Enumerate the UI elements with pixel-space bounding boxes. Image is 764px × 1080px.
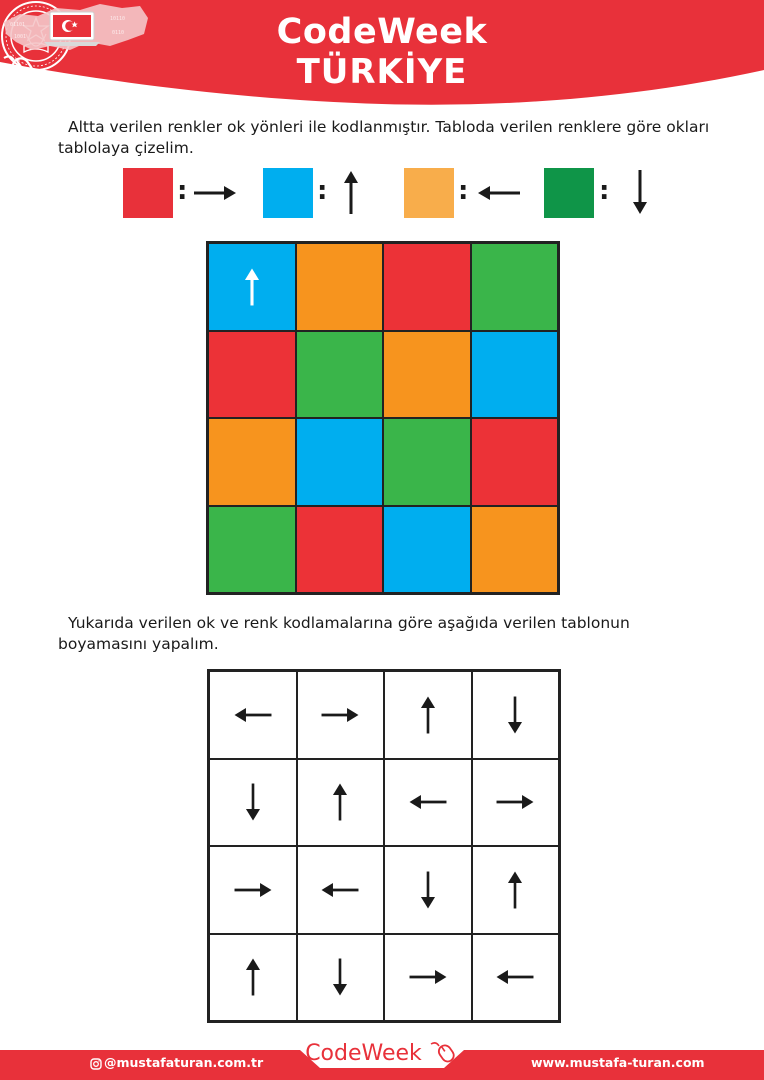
color-cell-red xyxy=(383,243,471,331)
color-cell-orange xyxy=(208,418,296,506)
arrow-grid-table xyxy=(207,669,561,1023)
arrow-cell[interactable] xyxy=(297,934,385,1022)
arrow-up-icon xyxy=(493,868,537,912)
color-cell-red xyxy=(208,331,296,419)
legend-colon: : xyxy=(599,176,610,206)
arrow-cell[interactable] xyxy=(209,934,297,1022)
arrow-right-icon xyxy=(493,780,537,824)
arrow-left-icon xyxy=(474,168,524,218)
arrow-cell[interactable] xyxy=(384,934,472,1022)
color-cell-green xyxy=(383,418,471,506)
arrow-down-icon xyxy=(231,780,275,824)
legend-colon: : xyxy=(317,176,328,206)
color-cell-blue xyxy=(471,331,559,419)
legend-swatch-orange xyxy=(404,168,454,218)
arrow-cell[interactable] xyxy=(384,759,472,847)
svg-text:0110: 0110 xyxy=(112,30,125,36)
color-cell-blue xyxy=(208,243,296,331)
color-cell-blue xyxy=(383,506,471,594)
footer-instagram-handle: @mustafaturan.com.tr xyxy=(104,1055,264,1070)
arrow-left-icon xyxy=(406,780,450,824)
instruction-bottom-text: Yukarıda verilen ok ve renk kodlamalarına göre aşağıda verilen tablonun boyamasını yapalım. xyxy=(58,614,630,653)
footer-mouse-icon xyxy=(429,1040,459,1064)
instruction-top xyxy=(58,117,718,159)
legend-colon: : xyxy=(458,176,469,206)
arrow-up-icon xyxy=(230,265,274,309)
color-cell-red xyxy=(471,418,559,506)
color-cell-orange xyxy=(471,506,559,594)
svg-text:01101: 01101 xyxy=(10,22,26,28)
header-banner xyxy=(0,0,764,110)
color-cell-red xyxy=(296,506,384,594)
footer-website: www.mustafa-turan.com xyxy=(531,1055,705,1070)
arrow-cell[interactable] xyxy=(384,846,472,934)
arrow-left-icon xyxy=(231,693,275,737)
arrow-down-icon xyxy=(406,868,450,912)
color-cell-green xyxy=(471,243,559,331)
arrow-cell[interactable] xyxy=(297,671,385,759)
arrow-left-icon xyxy=(493,955,537,999)
arrow-right-icon xyxy=(406,955,450,999)
arrow-down-icon xyxy=(493,693,537,737)
instruction-bottom xyxy=(58,613,718,655)
turkiye-title-text: TÜRKİYE xyxy=(296,52,468,92)
arrow-down-icon xyxy=(318,955,362,999)
arrow-cell[interactable] xyxy=(297,846,385,934)
arrow-up-icon xyxy=(406,693,450,737)
arrow-cell[interactable] xyxy=(472,671,560,759)
arrow-cell[interactable] xyxy=(209,671,297,759)
arrow-cell[interactable] xyxy=(384,671,472,759)
arrow-right-icon xyxy=(231,868,275,912)
arrow-cell[interactable] xyxy=(472,934,560,1022)
arrow-up-icon xyxy=(231,955,275,999)
arrow-left-icon xyxy=(318,868,362,912)
svg-text:10110: 10110 xyxy=(110,16,126,22)
arrow-right-icon xyxy=(190,168,240,218)
arrow-cell[interactable] xyxy=(209,846,297,934)
color-cell-green xyxy=(296,331,384,419)
codeweek-title: CodeWeek xyxy=(276,12,488,52)
footer-logo-text: CodeWeek xyxy=(305,1041,422,1066)
arrow-up-icon xyxy=(318,780,362,824)
arrow-up-icon xyxy=(326,168,376,218)
color-cell-orange xyxy=(296,243,384,331)
instruction-top-text: Altta verilen renkler ok yönleri ile kodlanmıştır. Tabloda verilen renklere göre okları tablolaya çizelim. xyxy=(58,118,710,157)
arrow-down-icon xyxy=(615,168,665,218)
turkey-map-laptop-icon xyxy=(0,0,150,62)
color-grid-table xyxy=(206,241,560,595)
arrow-cell[interactable] xyxy=(209,759,297,847)
color-cell-orange xyxy=(383,331,471,419)
arrow-right-icon xyxy=(318,693,362,737)
legend-swatch-green xyxy=(544,168,594,218)
svg-text:1001: 1001 xyxy=(14,34,27,40)
color-cell-blue xyxy=(296,418,384,506)
arrow-cell[interactable] xyxy=(297,759,385,847)
color-cell-green xyxy=(208,506,296,594)
arrow-cell[interactable] xyxy=(472,759,560,847)
legend-colon: : xyxy=(177,176,188,206)
legend-swatch-red xyxy=(123,168,173,218)
arrow-cell[interactable] xyxy=(472,846,560,934)
color-arrow-legend xyxy=(0,168,764,218)
legend-swatch-blue xyxy=(263,168,313,218)
